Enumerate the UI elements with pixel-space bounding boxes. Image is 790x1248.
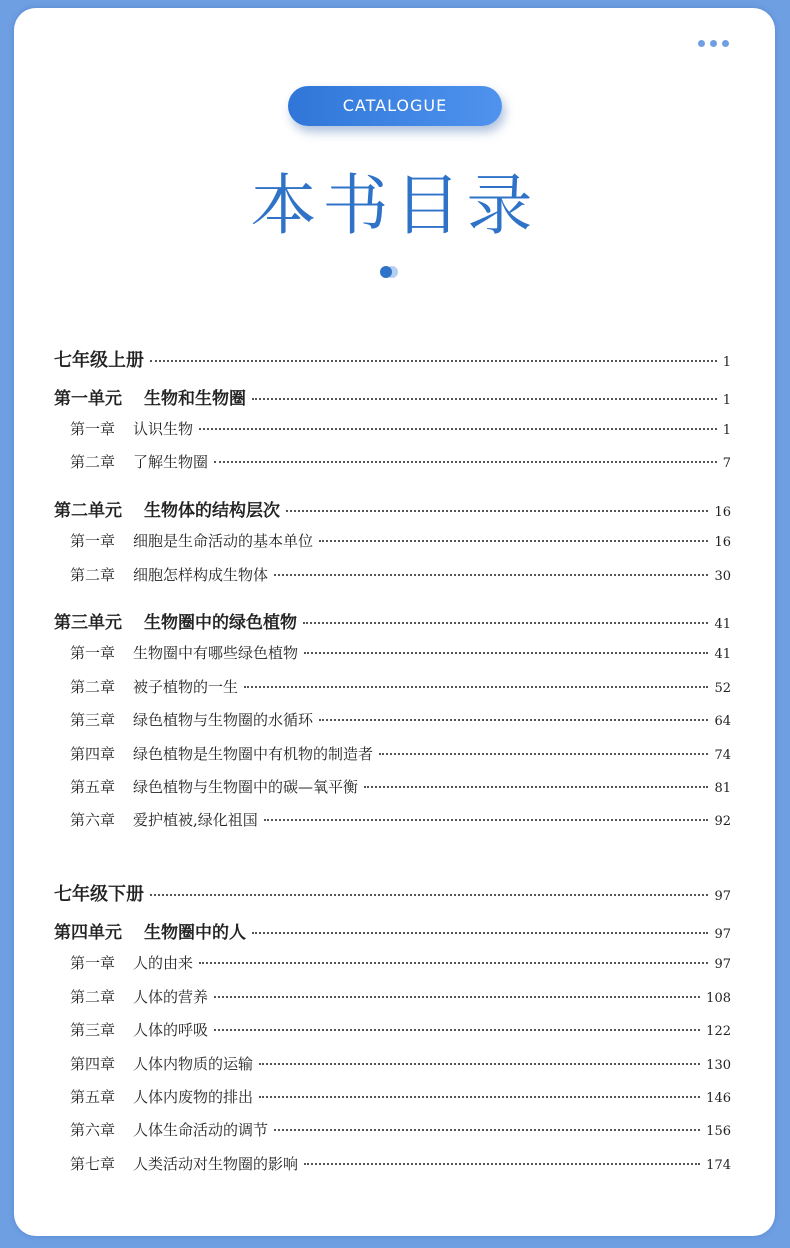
toc-entry-title (70, 1119, 268, 1140)
toc-grade-row[interactable] (54, 880, 731, 906)
toc-entry-label: 生物和生物圈 (144, 389, 246, 409)
toc-entry-label: 人的由来 (133, 954, 194, 972)
toc-entry-title (70, 986, 208, 1007)
toc-page-number: 92 (714, 814, 731, 829)
dot-leader (199, 962, 708, 964)
toc-entry-label: 生物圈中的绿色植物 (144, 613, 297, 633)
toc-unit-row[interactable] (54, 918, 731, 943)
toc-page-number: 30 (714, 569, 731, 584)
dot-leader (199, 428, 717, 430)
toc-entry-number: 第一章 (70, 954, 116, 972)
toc-page-number: 97 (714, 927, 731, 942)
dot-leader (379, 753, 708, 755)
toc-page-number: 52 (714, 681, 731, 696)
catalogue-card (14, 8, 775, 1236)
toc-chapter-row[interactable] (70, 1019, 731, 1040)
toc-entry-label: 人体的呼吸 (133, 1021, 209, 1039)
toc-entry-number: 第四章 (70, 745, 116, 763)
toc-entry-number: 第二章 (70, 988, 116, 1006)
table-of-contents (14, 8, 775, 1236)
toc-entry-title (70, 776, 358, 797)
dot-leader (303, 622, 708, 624)
toc-entry-label: 绿色植物与生物圈的水循环 (133, 711, 314, 729)
dot-leader (214, 1029, 700, 1031)
dot-leader (319, 540, 708, 542)
toc-chapter-row[interactable] (70, 743, 731, 764)
toc-entry-title (70, 1086, 253, 1107)
toc-entry-number: 第二章 (70, 566, 116, 584)
toc-entry-label: 了解生物圈 (133, 453, 209, 471)
dot-leader (259, 1096, 700, 1098)
toc-page-number: 122 (706, 1024, 731, 1039)
toc-entry-number: 第一单元 (54, 389, 122, 409)
toc-page-number: 16 (714, 505, 731, 520)
toc-entry-number: 第一章 (70, 420, 116, 438)
toc-chapter-row[interactable] (70, 709, 731, 730)
toc-page-number: 16 (714, 535, 731, 550)
toc-entry-title (54, 384, 246, 409)
toc-entry-title (70, 709, 313, 730)
dot-leader (264, 819, 709, 821)
toc-page-number: 41 (714, 647, 731, 662)
toc-entry-number: 第二单元 (54, 501, 122, 521)
toc-entry-title (70, 1019, 208, 1040)
toc-page-number: 1 (722, 423, 731, 438)
toc-entry-title (54, 346, 144, 372)
toc-chapter-row[interactable] (70, 809, 731, 830)
toc-chapter-row[interactable] (70, 530, 731, 551)
toc-page-number: 1 (722, 393, 731, 408)
toc-page-number: 174 (706, 1158, 731, 1173)
toc-entry-number: 第三单元 (54, 613, 122, 633)
dot-leader (304, 652, 708, 654)
toc-entry-label: 人类活动对生物圈的影响 (133, 1155, 299, 1173)
toc-entry-title (70, 418, 193, 439)
toc-page-number: 156 (706, 1124, 731, 1139)
toc-chapter-row[interactable] (70, 952, 731, 973)
toc-entry-label: 人体生命活动的调节 (133, 1121, 269, 1139)
toc-entry-title (70, 642, 298, 663)
toc-entry-title (54, 918, 246, 943)
toc-chapter-row[interactable] (70, 564, 731, 585)
toc-unit-row[interactable] (54, 384, 731, 409)
toc-entry-number: 第一章 (70, 644, 116, 662)
toc-page-number: 7 (722, 456, 731, 471)
toc-entry-title (70, 451, 208, 472)
toc-entry-label: 生物圈中的人 (144, 923, 246, 943)
toc-entry-title (70, 809, 258, 830)
toc-unit-row[interactable] (54, 496, 731, 521)
toc-entry-number: 第四章 (70, 1055, 116, 1073)
dot-leader (252, 398, 717, 400)
toc-entry-label: 爱护植被,绿化祖国 (133, 811, 258, 829)
toc-entry-number: 第二章 (70, 678, 116, 696)
toc-entry-label: 被子植物的一生 (133, 678, 239, 696)
dot-leader (274, 574, 708, 576)
toc-page-number: 41 (714, 617, 731, 632)
toc-entry-title (70, 1153, 298, 1174)
dot-leader (252, 932, 708, 934)
toc-entry-number: 第六章 (70, 1121, 116, 1139)
dot-leader (214, 461, 717, 463)
toc-page-number: 81 (714, 781, 731, 796)
dot-leader (286, 510, 708, 512)
toc-grade-row[interactable] (54, 346, 731, 372)
toc-entry-number: 第五章 (70, 1088, 116, 1106)
catalogue-badge: CATALOGUE (288, 86, 502, 126)
dot-leader (304, 1163, 700, 1165)
toc-entry-number: 第三章 (70, 711, 116, 729)
toc-entry-title (70, 743, 373, 764)
toc-entry-label: 人体的营养 (133, 988, 209, 1006)
toc-page-number: 97 (714, 889, 731, 904)
toc-page-number: 146 (706, 1091, 731, 1106)
toc-unit-row[interactable] (54, 608, 731, 633)
toc-entry-label: 生物圈中有哪些绿色植物 (133, 644, 299, 662)
toc-chapter-row[interactable] (70, 1153, 731, 1174)
toc-chapter-row[interactable] (70, 776, 731, 797)
toc-entry-number: 第三章 (70, 1021, 116, 1039)
toc-entry-title (54, 880, 144, 906)
toc-entry-label: 人体内废物的排出 (133, 1088, 254, 1106)
toc-page-number: 74 (714, 748, 731, 763)
toc-entry-label: 人体内物质的运输 (133, 1055, 254, 1073)
toc-page-number: 64 (714, 714, 731, 729)
dot-leader (319, 719, 708, 721)
dot-leader (364, 786, 708, 788)
toc-entry-number: 第一章 (70, 532, 116, 550)
toc-entry-number: 第六章 (70, 811, 116, 829)
toc-entry-title (70, 676, 238, 697)
dot-leader (259, 1063, 700, 1065)
toc-entry-number: 第四单元 (54, 923, 122, 943)
dot-leader (244, 686, 708, 688)
toc-entry-number: 第七章 (70, 1155, 116, 1173)
toc-chapter-row[interactable] (70, 1053, 731, 1074)
toc-chapter-row[interactable] (70, 1119, 731, 1140)
toc-entry-number: 第二章 (70, 453, 116, 471)
toc-entry-label: 细胞是生命活动的基本单位 (133, 532, 314, 550)
toc-entry-title (70, 1053, 253, 1074)
toc-chapter-row[interactable] (70, 676, 731, 697)
toc-entry-label: 细胞怎样构成生物体 (133, 566, 269, 584)
toc-entry-label: 七年级上册 (54, 350, 144, 371)
dot-leader (214, 996, 700, 998)
toc-entry-label: 生物体的结构层次 (144, 501, 280, 521)
toc-page-number: 130 (706, 1058, 731, 1073)
toc-entry-title (54, 496, 280, 521)
toc-page-number: 97 (714, 957, 731, 972)
toc-chapter-row[interactable] (70, 1086, 731, 1107)
toc-entry-title (70, 564, 268, 585)
toc-entry-title (70, 530, 313, 551)
dot-leader (274, 1129, 700, 1131)
toc-chapter-row[interactable] (70, 642, 731, 663)
toc-page-number: 1 (722, 355, 731, 370)
toc-entry-title (70, 952, 193, 973)
toc-entry-label: 绿色植物是生物圈中有机物的制造者 (133, 745, 374, 763)
dot-leader (150, 360, 717, 362)
toc-chapter-row[interactable] (70, 451, 731, 472)
toc-entry-title (54, 608, 297, 633)
toc-chapter-row[interactable] (70, 986, 731, 1007)
toc-entry-label: 绿色植物与生物圈中的碳—氧平衡 (133, 778, 359, 796)
toc-page-number: 108 (706, 991, 731, 1006)
toc-chapter-row[interactable] (70, 418, 731, 439)
toc-entry-label: 七年级下册 (54, 884, 144, 905)
toc-entry-label: 认识生物 (133, 420, 194, 438)
dot-leader (150, 894, 708, 896)
toc-entry-number: 第五章 (70, 778, 116, 796)
page-title: 本书目录 (250, 167, 539, 244)
